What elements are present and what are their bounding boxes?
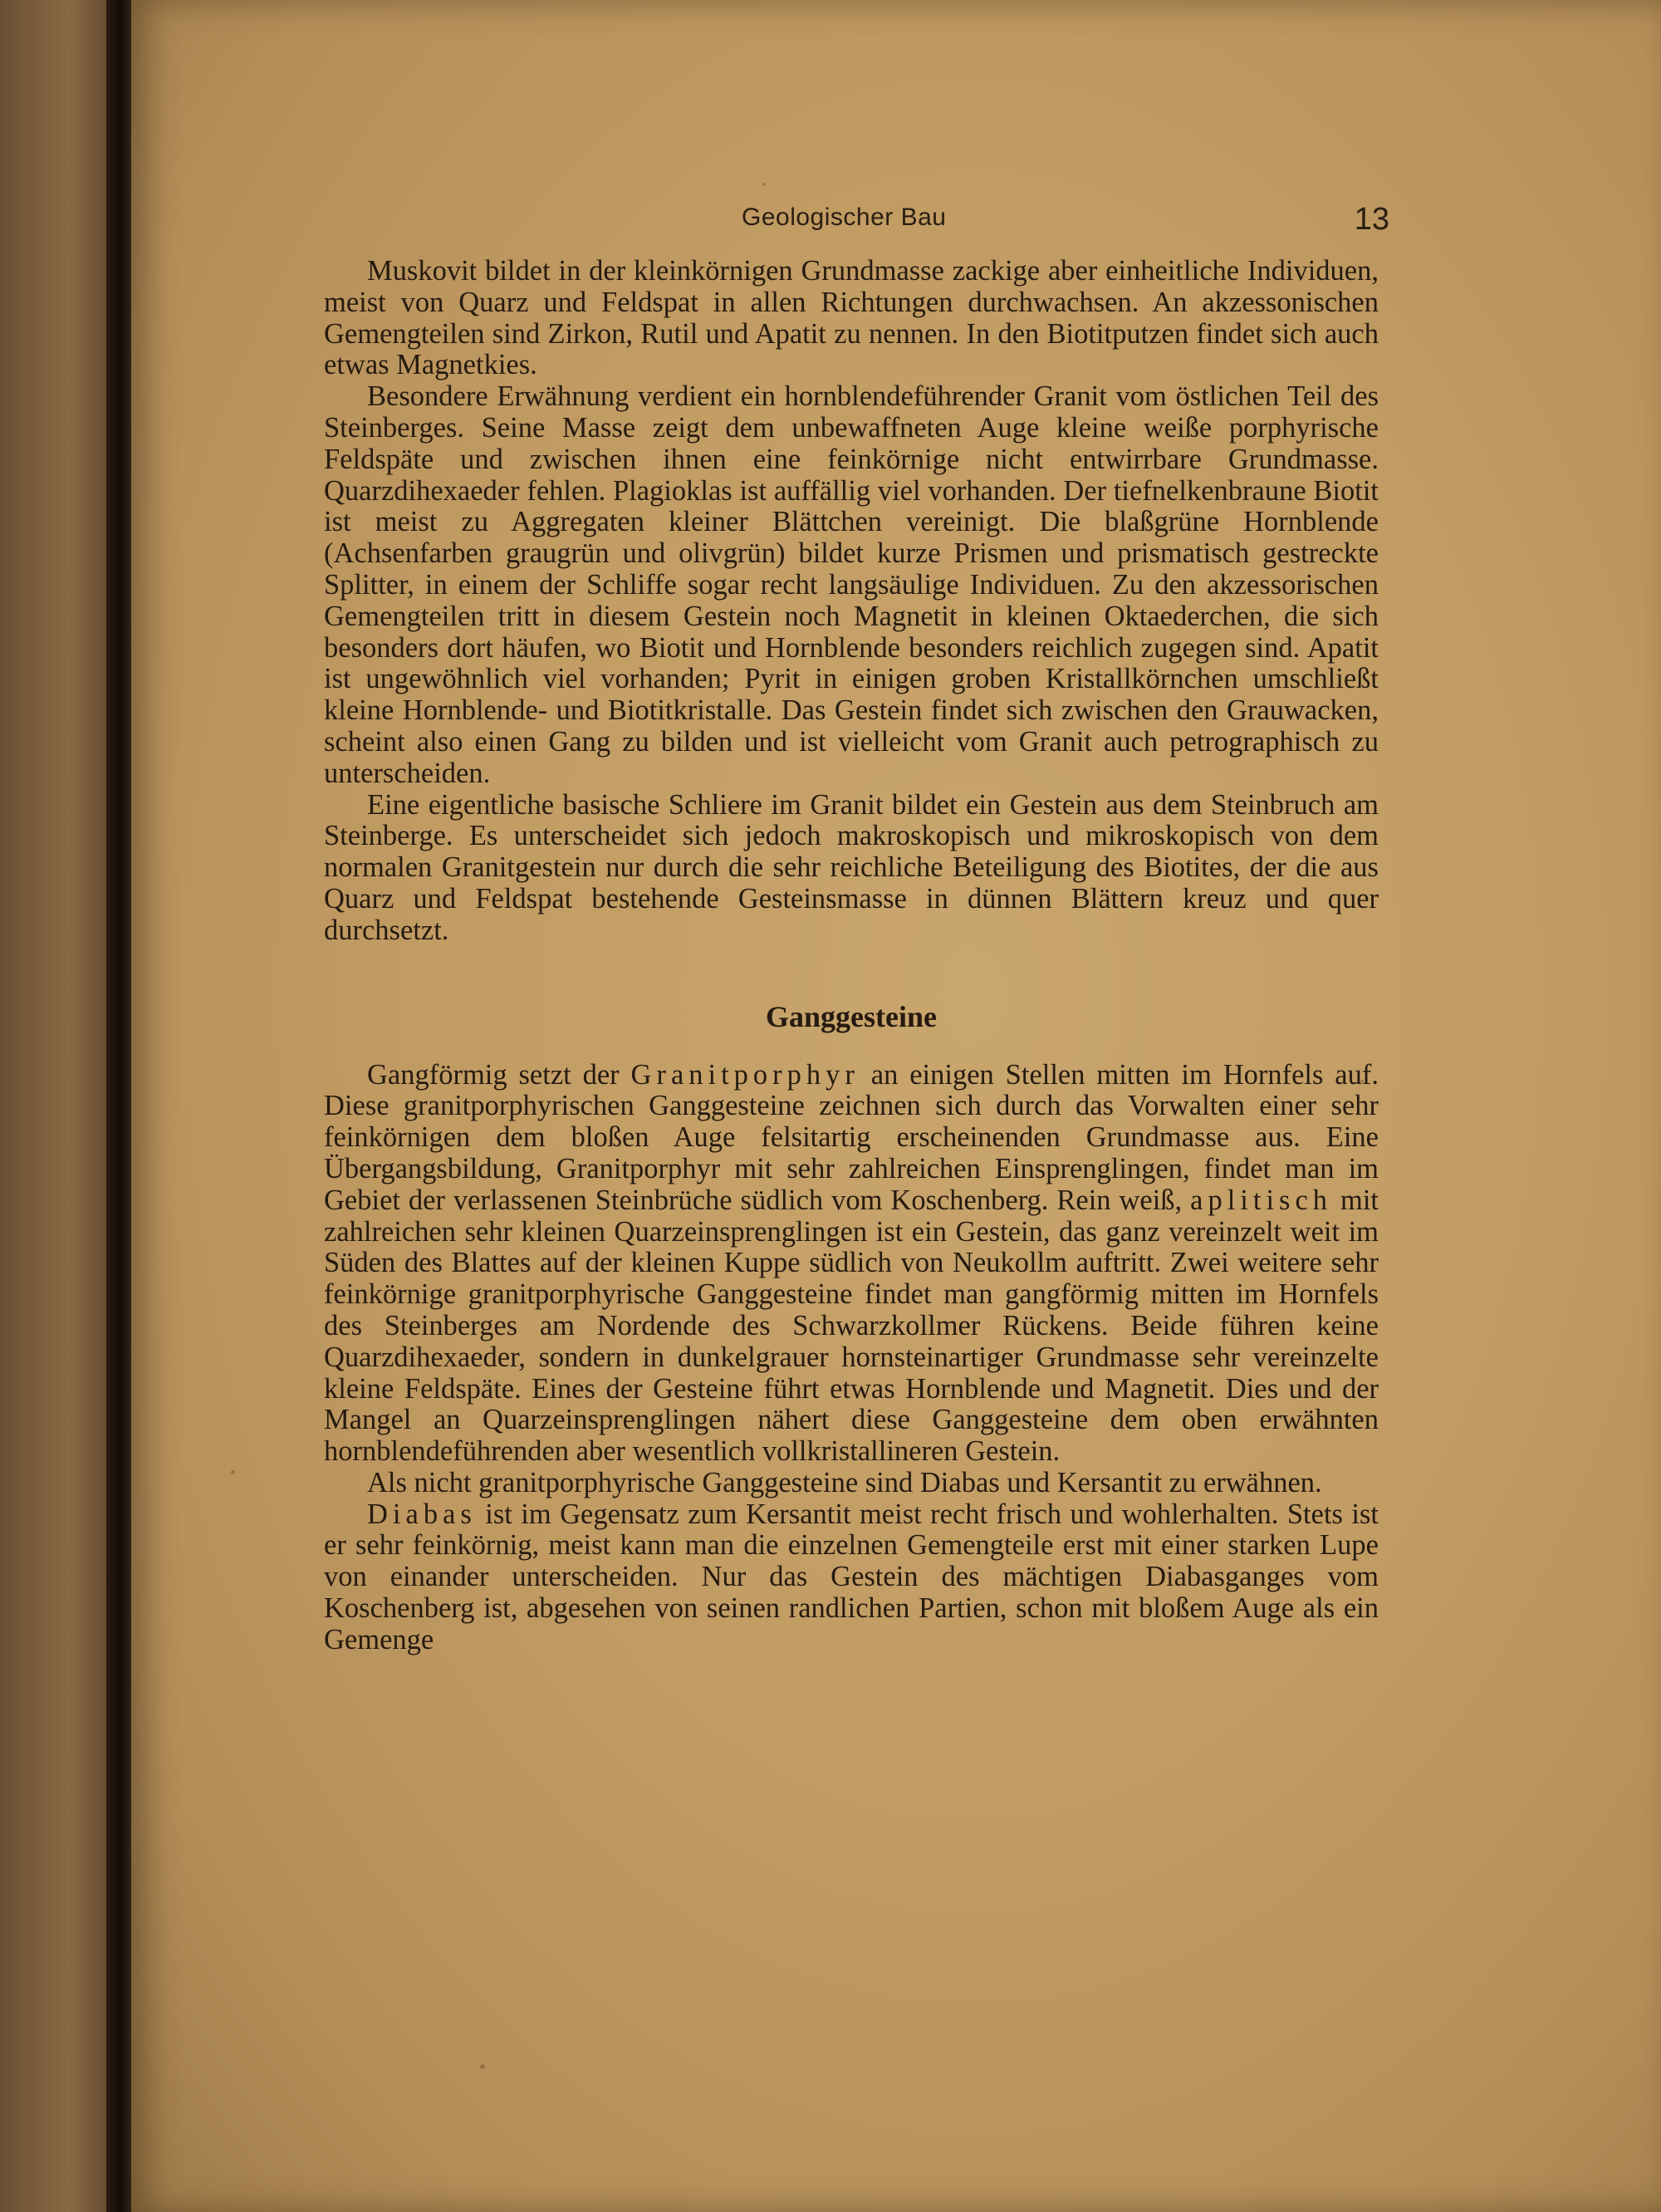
paragraph-basic-schliere (324, 790, 1379, 947)
paper-speck (480, 2064, 485, 2069)
paragraph-text: Eine eigentliche basische Schliere im Granit bildet ein Gestein aus dem Steinbruch am Steinberge. Es unterscheidet sich jedoch makroskopisch und mikroskopisch von dem normalen Granitgestein nur durch die sehr reichliche Beteiligung des Biotites, der die aus Quarz und Feldspat bestehende Gesteinsmasse in dünnen Blättern kreuz und quer durchsetzt. (324, 788, 1379, 946)
body-text (324, 256, 1379, 1656)
paper-speck (231, 1470, 235, 1474)
spaced-term: aplitisch (1190, 1184, 1333, 1216)
paragraph-text: Gangförmig setzt der (367, 1058, 631, 1091)
paragraph-granitporphyr (324, 1060, 1379, 1468)
paragraph-muskovit (324, 256, 1379, 381)
book-spine-gap (106, 0, 135, 2212)
spaced-term: Granitporphyr (630, 1058, 860, 1091)
paragraph-text: ist im Gegensatz zum Kersantit meist recht frisch und wohlerhalten. Stets ist er sehr feinkörnig, meist kann man die einzelnen Gemengteile erst mit einer starken Lupe von einander unterscheiden. Nur das Gestein des mächtigen Diabasganges vom Koschenberg ist, abgesehen von seinen randlichen Partien, schon mit bloßem Auge als ein Gemenge (324, 1498, 1379, 1655)
paragraph-diabas (324, 1499, 1379, 1656)
page-number: 13 (1354, 202, 1389, 237)
paragraph-text: Muskovit bildet in der kleinkörnigen Grundmasse zackige aber einheitliche Individuen, meist von Quarz und Feldspat in allen Richtungen durchwachsen. An akzessonischen Gemengteilen sind Zirkon, Rutil und Apatit zu nennen. In den Biotitputzen findet sich auch etwas Magnetkies. (324, 255, 1379, 381)
spaced-term: Diabas (367, 1498, 477, 1530)
paragraph-text: an einigen Stellen mitten im Hornfels auf. Diese granitporphyrischen Ganggesteine zeichnen sich durch das Vorwalten einer sehr feinkörnigen dem bloßen Auge felsitartig erscheinenden Grundmasse aus. Eine Übergangsbildung, Granitporphyr mit sehr zahlreichen Einsprenglingen, findet man im Gebiet der verlassenen Steinbrüche südlich vom Koschenberg. Rein weiß, (324, 1058, 1379, 1216)
running-title: Geologischer Bau (742, 204, 947, 231)
section-heading: Ganggesteine (766, 999, 937, 1033)
paragraph-diabas-kersantit (324, 1468, 1379, 1499)
paragraph-text: Besondere Erwähnung verdient ein hornblendeführender Granit vom östlichen Teil des Steinberges. Seine Masse zeigt dem unbewaffneten Auge kleine weiße porphyrische Feldspäte und zwischen ihnen eine feinkörnige nicht entwirrbare Grundmasse. Quarzdihexaeder fehlen. Plagioklas ist auffällig viel vorhanden. Der tiefnelkenbraune Biotit ist meist zu Aggregaten kleiner Blättchen vereinigt. Die blaßgrüne Hornblende (Achsenfarben graugrün und olivgrün) bildet kurze Prismen und prismatisch gestreckte Splitter, in einem der Schliffe sogar recht langsäulige Individuen. Zu den akzessorischen Gemengteilen tritt in diesem Gestein noch Magnetit in kleinen Oktaederchen, die sich besonders dort häufen, wo Biotit und Hornblende besonders reichlich zugegen sind. Apatit ist ungewöhnlich viel vorhanden; Pyrit in einigen groben Kristallkörnchen umschließt kleine Hornblende- und Biotitkristalle. Das Gestein findet sich zwischen den Grauwacken, scheint also einen Gang zu bilden und ist vielleicht vom Granit auch petrographisch zu unterscheiden. (324, 380, 1379, 789)
paragraph-text: Als nicht granitporphyrische Ganggesteine sind Diabas und Kersantit zu erwähnen. (367, 1466, 1322, 1498)
running-header (742, 204, 1389, 245)
paper-speck (762, 183, 766, 186)
paragraph-hornblende-granite (324, 381, 1379, 789)
paragraph-text: mit zahlreichen sehr kleinen Quarzeinsprenglingen ist ein Gestein, das ganz vereinzelt weit im Süden des Blattes auf der kleinen Kuppe südlich von Neukollm auftritt. Zwei weitere sehr feinkörnige granitporphyrische Ganggesteine findet man gangförmig mitten im Hornfels des Steinberges am Nordende des Schwarzkollmer Rückens. Beide führen keine Quarzdihexaeder, sondern in dunkelgrauer hornsteinartiger Grundmasse sehr vereinzelte kleine Feldspäte. Eines der Gesteine führt etwas Hornblende und Magnetit. Dies und der Mangel an Quarzeinsprenglingen nähert diese Ganggesteine dem oben erwähnten hornblendeführenden aber wesentlich vollkristallineren Gestein. (324, 1184, 1379, 1468)
